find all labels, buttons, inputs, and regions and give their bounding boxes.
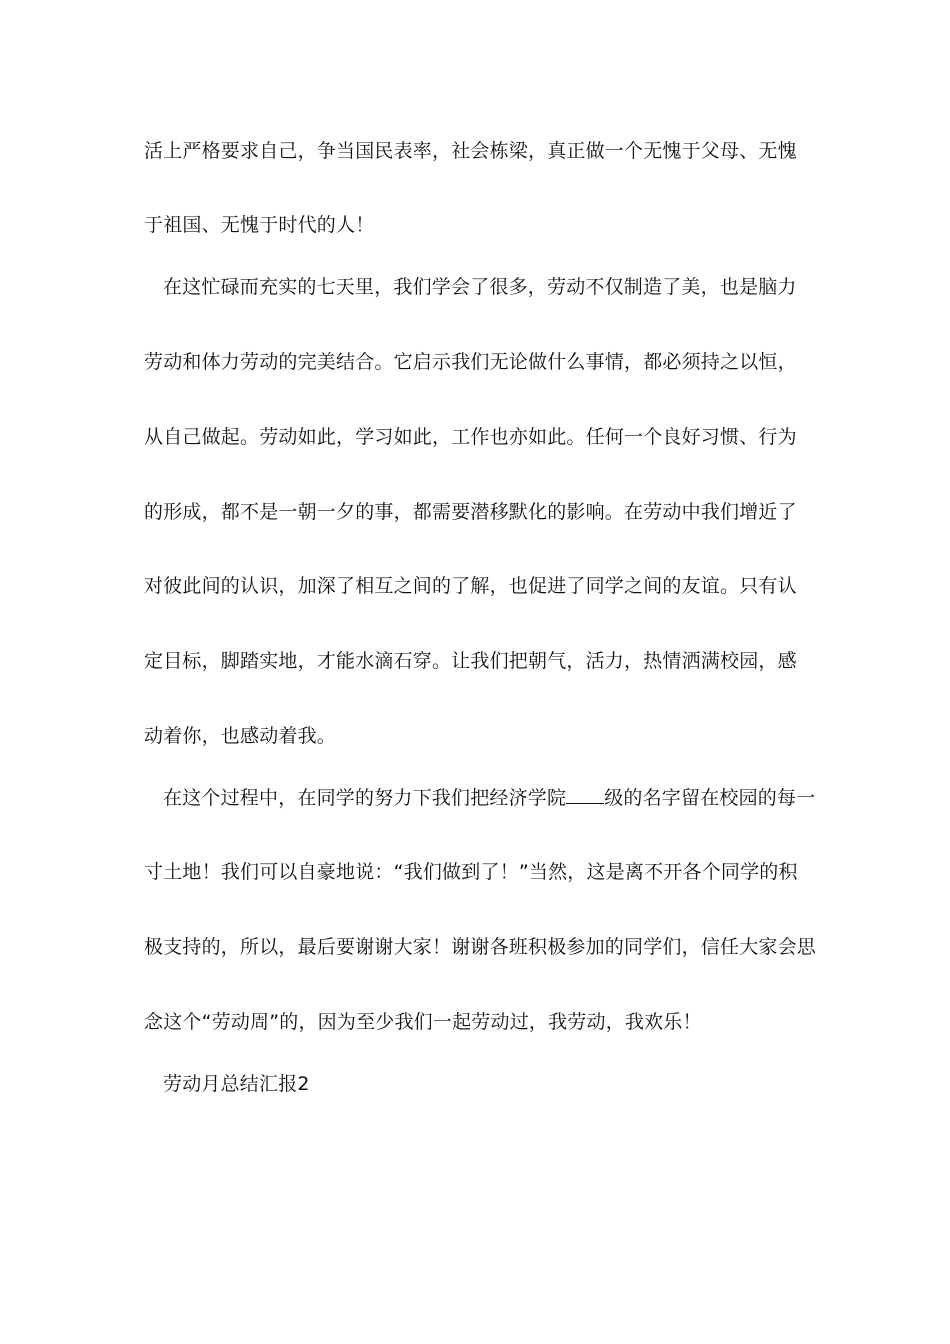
paragraph-2-line-5: 对彼此间的认识，加深了相互之间的了解，也促进了同学之间的友谊。只有认 xyxy=(144,575,797,597)
paragraph-2-line-7: 动着你，也感动着我。 xyxy=(144,725,337,747)
paragraph-3-line-1-after-blank: 级的名字留在校园的每一 xyxy=(604,787,816,809)
paragraph-3-line-1 xyxy=(163,785,815,811)
paragraph-2-line-6: 定目标，脚踏实地，才能水滴石穿。让我们把朝气，活力，热情洒满校园，感 xyxy=(144,650,797,672)
paragraph-1-line-2: 于祖国、无愧于时代的人！ xyxy=(144,214,375,236)
paragraph-3-line-2: 寸土地！我们可以自豪地说：“我们做到了！”当然，这是离不开各个同学的积 xyxy=(144,861,798,883)
paragraph-1-line-1: 活上严格要求自己，争当国民表率，社会栋梁，真正做一个无愧于父母、无愧 xyxy=(144,140,797,162)
paragraph-3-line-1-before-blank: 在这个过程中，在同学的努力下我们把经济学院 xyxy=(163,787,567,809)
paragraph-2-line-3: 从自己做起。劳动如此，学习如此，工作也亦如此。任何一个良好习惯、行为 xyxy=(144,426,797,448)
paragraph-2-line-1: 在这忙碌而充实的七天里，我们学会了很多，劳动不仅制造了美，也是脑力 xyxy=(163,276,797,298)
section-heading: 劳动月总结汇报2 xyxy=(163,1073,310,1095)
paragraph-2-line-4: 的形成，都不是一朝一夕的事，都需要潜移默化的影响。在劳动中我们增近了 xyxy=(144,501,797,523)
fill-in-blank xyxy=(566,785,604,804)
paragraph-3-line-4: 念这个“劳动周”的，因为至少我们一起劳动过，我劳动，我欢乐！ xyxy=(144,1011,702,1033)
paragraph-2-line-2: 劳动和体力劳动的完美结合。它启示我们无论做什么事情，都必须持之以恒， xyxy=(144,351,797,373)
paragraph-3-line-3: 极支持的，所以，最后要谢谢大家！谢谢各班积极参加的同学们，信任大家会思 xyxy=(144,936,817,958)
